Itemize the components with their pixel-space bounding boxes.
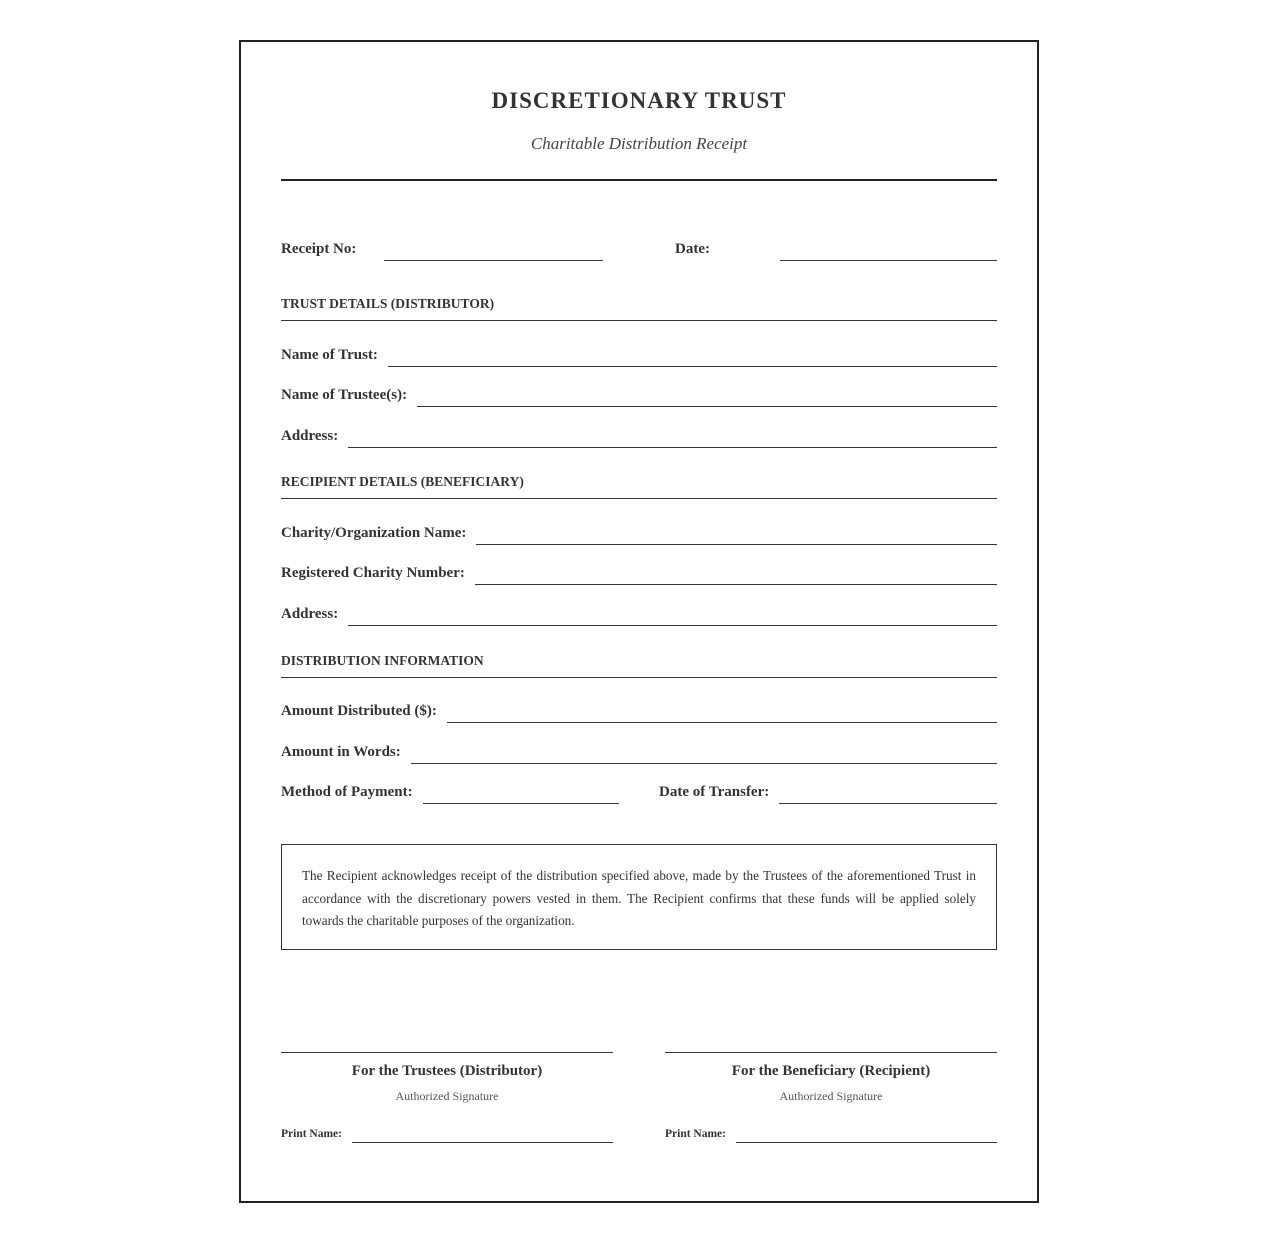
date-transfer-group xyxy=(659,783,997,801)
trustees-signature-title: For the Trustees (Distributor) xyxy=(351,1063,543,1079)
trustees-signature-block xyxy=(281,1052,613,1140)
date-transfer-field[interactable] xyxy=(779,802,997,804)
acknowledgement-text: The Recipient acknowledges receipt of the distribution specified above, made by the Trustees of the aforementioned Trust in accordance with the discretionary powers vested in them. The Recipient confirms that these funds will be applied solely towards the charitable purposes of the organization. xyxy=(302,868,976,928)
name-of-trust-row xyxy=(281,340,997,364)
method-group xyxy=(281,783,619,801)
document-content xyxy=(281,42,997,1201)
recipient-details-heading: RECIPIENT DETAILS (BENEFICIARY) xyxy=(281,474,997,499)
charity-number-field[interactable] xyxy=(475,583,997,585)
charity-name-row xyxy=(281,518,997,542)
trustees-print-name-row xyxy=(281,1128,613,1140)
trust-address-field[interactable] xyxy=(348,446,997,448)
trust-address-row xyxy=(281,421,997,445)
name-of-trust-label: Name of Trust: xyxy=(281,347,378,363)
beneficiary-signature-block xyxy=(665,1052,997,1140)
trustees-signature-line[interactable] xyxy=(281,1052,613,1053)
date-field[interactable] xyxy=(780,259,997,261)
name-of-trust-field[interactable] xyxy=(388,365,997,367)
amount-label: Amount Distributed ($): xyxy=(281,703,437,719)
beneficiary-print-name-row xyxy=(665,1128,997,1140)
date-label: Date: xyxy=(675,241,710,257)
receipt-document xyxy=(239,40,1039,1203)
date-group xyxy=(675,240,997,258)
distribution-heading: DISTRIBUTION INFORMATION xyxy=(281,653,997,678)
name-of-trustees-row xyxy=(281,380,997,404)
amount-row xyxy=(281,696,997,720)
amount-words-label: Amount in Words: xyxy=(281,744,401,760)
receipt-no-label: Receipt No: xyxy=(281,241,357,257)
beneficiary-print-name-label: Print Name: xyxy=(665,1128,726,1140)
beneficiary-signature-line[interactable] xyxy=(665,1052,997,1053)
payment-row xyxy=(281,777,997,801)
receipt-no-group xyxy=(281,240,603,258)
trustees-print-name-field[interactable] xyxy=(352,1142,613,1143)
header-divider xyxy=(281,179,997,181)
recipient-address-field[interactable] xyxy=(348,624,997,626)
document-subtitle: Charitable Distribution Receipt xyxy=(530,134,748,153)
trustees-authorized-label: Authorized Signature xyxy=(395,1089,499,1103)
receipt-no-field[interactable] xyxy=(384,259,603,261)
amount-field[interactable] xyxy=(447,721,997,723)
date-transfer-label: Date of Transfer: xyxy=(659,784,770,800)
charity-name-label: Charity/Organization Name: xyxy=(281,525,467,541)
charity-name-field[interactable] xyxy=(476,543,997,545)
document-title: DISCRETIONARY TRUST xyxy=(491,88,787,113)
recipient-address-row xyxy=(281,599,997,623)
amount-words-field[interactable] xyxy=(411,762,997,764)
charity-number-row xyxy=(281,558,997,582)
method-field[interactable] xyxy=(423,802,619,804)
name-of-trustees-field[interactable] xyxy=(417,405,997,407)
recipient-address-label: Address: xyxy=(281,606,339,622)
beneficiary-authorized-label: Authorized Signature xyxy=(779,1089,883,1103)
trustees-print-name-label: Print Name: xyxy=(281,1128,342,1140)
method-label: Method of Payment: xyxy=(281,784,413,800)
acknowledgement-box xyxy=(281,844,997,950)
amount-words-row xyxy=(281,737,997,761)
beneficiary-print-name-field[interactable] xyxy=(736,1142,997,1143)
beneficiary-signature-title: For the Beneficiary (Recipient) xyxy=(731,1063,931,1079)
charity-number-label: Registered Charity Number: xyxy=(281,565,465,581)
receipt-row xyxy=(281,234,997,258)
trust-address-label: Address: xyxy=(281,428,339,444)
trust-details-heading: TRUST DETAILS (DISTRIBUTOR) xyxy=(281,296,997,321)
name-of-trustees-label: Name of Trustee(s): xyxy=(281,387,408,403)
